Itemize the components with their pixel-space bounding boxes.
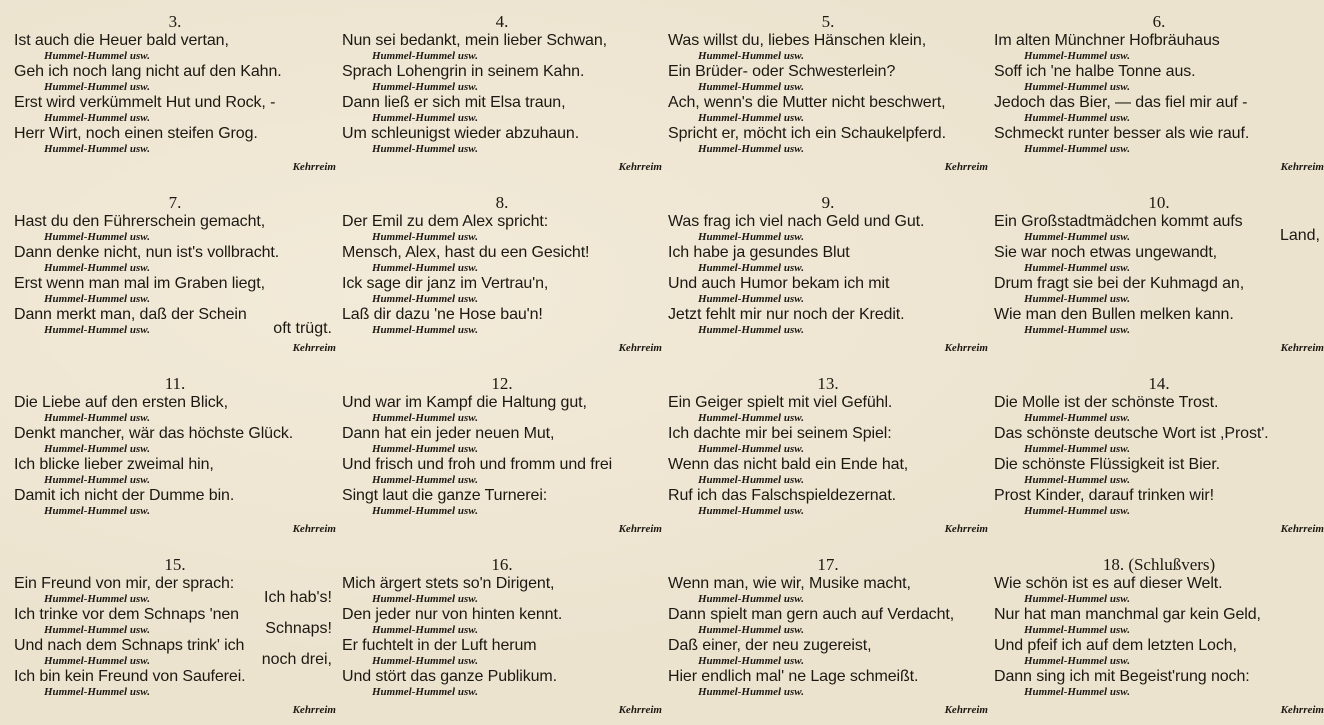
refrain-cue [342,505,662,518]
verse [14,181,336,362]
verse-line: Drum fragt sie bei der Kuhmagd an, [994,275,1245,292]
refrain-cue [668,143,988,156]
line-continuation: Land, [1279,227,1320,244]
refrain-cue [14,293,336,306]
verse-line: Dann merkt man, daß der Schein [14,306,247,323]
refrain-cue [994,474,1324,487]
refrain-cue [994,81,1324,94]
verse-line: Jedoch das Bier, — das fiel mir auf - [994,94,1248,111]
verse-line: Ein Freund von mir, der sprach: [14,575,235,592]
kehrreim-label: Kehrreim [292,704,336,716]
verse-line: Damit ich nicht der Dumme bin. [14,487,235,504]
verse-line: Erst wird verkümmelt Hut und Rock, - [14,94,276,111]
refrain-cue [668,412,988,425]
refrain-text: Hummel-Hummel usw. [372,262,478,274]
refrain-text: Hummel-Hummel usw. [1024,324,1130,336]
refrain-text: Hummel-Hummel usw. [1024,262,1130,274]
refrain-text: Hummel-Hummel usw. [1024,50,1130,62]
refrain-cue [14,262,336,275]
refrain-cue [14,589,336,606]
verse-line: Hier endlich mal' ne Lage schmeißt. [668,668,919,685]
refrain-cue [342,143,662,156]
verse-line: Jetzt fehlt mir nur noch der Kredit. [668,306,905,323]
refrain-cue [994,50,1324,63]
refrain-text: Hummel-Hummel usw. [1024,686,1130,698]
verse [994,362,1324,543]
verse-line: Der Emil zu dem Alex spricht: [342,213,549,230]
refrain-text: Hummel-Hummel usw. [372,474,478,486]
verse [668,181,988,362]
verse-number: 14. [1148,374,1170,393]
refrain-cue [668,112,988,125]
refrain-text: Hummel-Hummel usw. [372,81,478,93]
refrain-cue [668,262,988,275]
refrain-text: Hummel-Hummel usw. [44,324,150,336]
refrain-cue [668,686,988,699]
refrain-cue [994,443,1324,456]
verse-number: 15. [164,555,186,574]
verse-line: Ruf ich das Falschspieldezernat. [668,487,897,504]
verse-column [668,0,988,725]
verse-number: 8. [495,193,509,212]
verse-line: Wenn das nicht bald ein Ende hat, [668,456,909,473]
verse-line: Soff ich 'ne halbe Tonne aus. [994,63,1196,80]
verse-line: Wenn man, wie wir, Musike macht, [668,575,911,592]
kehrreim-label: Kehrreim [618,704,662,716]
refrain-cue [668,293,988,306]
verse-number: 12. [491,374,513,393]
refrain-text: Hummel-Hummel usw. [698,231,804,243]
refrain-text: Hummel-Hummel usw. [1024,231,1130,243]
verse-line: Ich bin kein Freund von Sauferei. [14,668,246,685]
refrain-text: Hummel-Hummel usw. [44,443,150,455]
verse-line: Ein Geiger spielt mit viel Gefühl. [668,394,893,411]
verse [14,543,336,724]
refrain-text: Hummel-Hummel usw. [44,293,150,305]
verse-number: 11. [164,374,186,393]
verse [342,0,662,181]
refrain-text: Hummel-Hummel usw. [44,505,150,517]
refrain-text: Hummel-Hummel usw. [372,505,478,517]
refrain-text: Hummel-Hummel usw. [44,686,150,698]
refrain-text: Hummel-Hummel usw. [44,231,150,243]
line-continuation: noch drei, [261,651,332,668]
refrain-cue [14,505,336,518]
verse-line: Im alten Münchner Hofbräuhaus [994,32,1220,49]
refrain-text: Hummel-Hummel usw. [698,474,804,486]
verse-line: Herr Wirt, noch einen steifen Grog. [14,125,258,142]
refrain-text: Hummel-Hummel usw. [1024,112,1130,124]
refrain-cue [14,143,336,156]
verse-line: Und stört das ganze Publikum. [342,668,557,685]
refrain-cue [342,412,662,425]
refrain-text: Hummel-Hummel usw. [1024,443,1130,455]
refrain-cue [994,143,1324,156]
kehrreim-label: Kehrreim [944,704,988,716]
verse-line: Wie man den Bullen melken kann. [994,306,1234,323]
refrain-cue [342,112,662,125]
verse [14,0,336,181]
refrain-text: Hummel-Hummel usw. [372,143,478,155]
verse-line: Dann ließ er sich mit Elsa traun, [342,94,566,111]
verse-line: Singt laut die ganze Turnerei: [342,487,548,504]
verse-number: 4. [495,12,509,31]
verse-number: 16. [491,555,513,574]
kehrreim-label: Kehrreim [1280,342,1324,354]
refrain-text: Hummel-Hummel usw. [372,443,478,455]
refrain-text: Hummel-Hummel usw. [698,293,804,305]
refrain-cue [668,655,988,668]
verse [994,0,1324,181]
verse-line: Die Liebe auf den ersten Blick, [14,394,228,411]
verse [994,181,1324,362]
refrain-text: Hummel-Hummel usw. [372,624,478,636]
verse-number: 3. [168,12,182,31]
verse-line: Sie war noch etwas ungewandt, [994,244,1218,261]
refrain-text: Hummel-Hummel usw. [44,624,150,636]
refrain-text: Hummel-Hummel usw. [698,143,804,155]
refrain-cue [668,593,988,606]
verse-column [342,0,662,725]
refrain-cue [342,324,662,337]
refrain-cue [14,320,336,337]
refrain-text: Hummel-Hummel usw. [44,593,150,605]
refrain-text: Hummel-Hummel usw. [698,655,804,667]
verse-line: Ich habe ja gesundes Blut [668,244,850,261]
kehrreim-label: Kehrreim [1280,523,1324,535]
verse-line: Mensch, Alex, hast du een Gesicht! [342,244,590,261]
refrain-cue [342,443,662,456]
refrain-cue [994,593,1324,606]
verse-line: Mich ärgert stets so'n Dirigent, [342,575,555,592]
verse-line: Schmeckt runter besser als wie rauf. [994,125,1250,142]
refrain-cue [668,81,988,94]
refrain-cue [14,686,336,699]
refrain-text: Hummel-Hummel usw. [372,593,478,605]
refrain-cue [342,474,662,487]
refrain-text: Hummel-Hummel usw. [44,143,150,155]
refrain-text: Hummel-Hummel usw. [698,624,804,636]
refrain-text: Hummel-Hummel usw. [372,655,478,667]
verse-line: Dann spielt man gern auch auf Verdacht, [668,606,955,623]
verse-line: Ich blicke lieber zweimal hin, [14,456,214,473]
refrain-cue [994,227,1324,244]
verse-line: Dann sing ich mit Begeist'rung noch: [994,668,1250,685]
verse-line: Und pfeif ich auf dem letzten Loch, [994,637,1237,654]
refrain-cue [994,293,1324,306]
refrain-cue [14,474,336,487]
refrain-cue [14,81,336,94]
refrain-text: Hummel-Hummel usw. [698,50,804,62]
refrain-text: Hummel-Hummel usw. [372,293,478,305]
refrain-text: Hummel-Hummel usw. [698,686,804,698]
verse-line: Hast du den Führerschein gemacht, [14,213,266,230]
verse-line: Ein Brüder- oder Schwesterlein? [668,63,896,80]
refrain-cue [668,231,988,244]
verse-line: Geh ich noch lang nicht auf den Kahn. [14,63,282,80]
verse-line: Prost Kinder, darauf trinken wir! [994,487,1214,504]
kehrreim-label: Kehrreim [618,342,662,354]
refrain-cue [342,81,662,94]
verse-line: Er fuchtelt in der Luft herum [342,637,537,654]
refrain-text: Hummel-Hummel usw. [1024,505,1130,517]
line-continuation: Schnaps! [265,620,332,637]
kehrreim-label: Kehrreim [618,161,662,173]
refrain-text: Hummel-Hummel usw. [44,655,150,667]
refrain-text: Hummel-Hummel usw. [1024,624,1130,636]
kehrreim-label: Kehrreim [944,161,988,173]
refrain-text: Hummel-Hummel usw. [44,50,150,62]
verse [342,181,662,362]
refrain-text: Hummel-Hummel usw. [372,412,478,424]
verse-line: Spricht er, möcht ich ein Schaukelpferd. [668,125,946,142]
refrain-cue [994,412,1324,425]
verse-line: Denkt mancher, wär das höchste Glück. [14,425,294,442]
verse-line: Laß dir dazu 'ne Hose bau'n! [342,306,543,323]
refrain-text: Hummel-Hummel usw. [1024,143,1130,155]
verse [342,362,662,543]
refrain-text: Hummel-Hummel usw. [698,112,804,124]
refrain-cue [668,624,988,637]
refrain-cue [14,443,336,456]
refrain-text: Hummel-Hummel usw. [372,324,478,336]
verse-line: Was willst du, liebes Hänschen klein, [668,32,927,49]
refrain-cue [994,624,1324,637]
refrain-cue [342,624,662,637]
refrain-text: Hummel-Hummel usw. [44,474,150,486]
verse-line: Ick sage dir janz im Vertrau'n, [342,275,549,292]
verse-line: Wie schön ist es auf dieser Welt. [994,575,1223,592]
refrain-cue [994,324,1324,337]
verse-number: 13. [817,374,839,393]
refrain-cue [994,655,1324,668]
verse-number: 9. [821,193,835,212]
refrain-cue [342,686,662,699]
verse-line: Daß einer, der neu zugereist, [668,637,872,654]
verse-line: Ich trinke vor dem Schnaps 'nen [14,606,239,623]
kehrreim-label: Kehrreim [944,342,988,354]
refrain-text: Hummel-Hummel usw. [1024,474,1130,486]
verse-number: 10. [1148,193,1170,212]
kehrreim-label: Kehrreim [618,523,662,535]
refrain-text: Hummel-Hummel usw. [698,324,804,336]
verse-column [994,0,1324,725]
refrain-text: Hummel-Hummel usw. [698,81,804,93]
line-continuation: oft trügt. [273,320,332,337]
refrain-text: Hummel-Hummel usw. [44,112,150,124]
refrain-text: Hummel-Hummel usw. [372,112,478,124]
verse-line: Dann hat ein jeder neuen Mut, [342,425,555,442]
verse-line: Den jeder nur von hinten kennt. [342,606,563,623]
verse-column [14,0,336,725]
refrain-cue [342,655,662,668]
verse-line: Das schönste deutsche Wort ist ,Prost'. [994,425,1269,442]
refrain-text: Hummel-Hummel usw. [698,412,804,424]
verse-line: Ich dachte mir bei seinem Spiel: [668,425,892,442]
refrain-cue [668,50,988,63]
refrain-text: Hummel-Hummel usw. [44,262,150,274]
refrain-cue [342,262,662,275]
refrain-cue [994,262,1324,275]
kehrreim-label: Kehrreim [292,161,336,173]
verse-line: Nur hat man manchmal gar kein Geld, [994,606,1261,623]
verse-line: Die schönste Flüssigkeit ist Bier. [994,456,1221,473]
verse [668,362,988,543]
refrain-text: Hummel-Hummel usw. [1024,412,1130,424]
verse-line: Nun sei bedankt, mein lieber Schwan, [342,32,607,49]
kehrreim-label: Kehrreim [944,523,988,535]
verse [668,543,988,724]
refrain-cue [342,231,662,244]
refrain-text: Hummel-Hummel usw. [698,593,804,605]
refrain-cue [14,412,336,425]
refrain-text: Hummel-Hummel usw. [1024,593,1130,605]
refrain-cue [14,231,336,244]
verse-line: Ist auch die Heuer bald vertan, [14,32,229,49]
verse-line: Dann denke nicht, nun ist's vollbracht. [14,244,280,261]
refrain-text: Hummel-Hummel usw. [372,50,478,62]
refrain-text: Hummel-Hummel usw. [698,505,804,517]
verse-line: Ach, wenn's die Mutter nicht beschwert, [668,94,946,111]
verse-number: 18. (Schlußvers) [1102,555,1216,574]
refrain-cue [668,505,988,518]
verse [14,362,336,543]
kehrreim-label: Kehrreim [1280,704,1324,716]
verse-number: 17. [817,555,839,574]
verse-line: Und nach dem Schnaps trink' ich [14,637,245,654]
refrain-cue [668,443,988,456]
verse-number: 5. [821,12,835,31]
kehrreim-label: Kehrreim [1280,161,1324,173]
verse-number: 6. [1152,12,1166,31]
refrain-cue [668,474,988,487]
verse-line: Ein Großstadtmädchen kommt aufs [994,213,1243,230]
verse-line: Und war im Kampf die Haltung gut, [342,394,587,411]
verse-line: Sprach Lohengrin in seinem Kahn. [342,63,585,80]
refrain-text: Hummel-Hummel usw. [1024,293,1130,305]
refrain-text: Hummel-Hummel usw. [1024,81,1130,93]
verse-line: Erst wenn man mal im Graben liegt, [14,275,265,292]
refrain-cue [994,112,1324,125]
refrain-cue [342,593,662,606]
refrain-cue [14,112,336,125]
refrain-cue [342,50,662,63]
verse-number: 7. [168,193,182,212]
kehrreim-label: Kehrreim [292,523,336,535]
verse [342,543,662,724]
verse-line: Und auch Humor bekam ich mit [668,275,890,292]
refrain-cue [994,505,1324,518]
verse-line: Und frisch und froh und fromm und frei [342,456,613,473]
refrain-cue [14,50,336,63]
refrain-cue [342,293,662,306]
verse [668,0,988,181]
refrain-text: Hummel-Hummel usw. [44,412,150,424]
kehrreim-label: Kehrreim [292,342,336,354]
refrain-text: Hummel-Hummel usw. [372,231,478,243]
verse-line: Die Molle ist der schönste Trost. [994,394,1219,411]
refrain-cue [14,620,336,637]
line-continuation: Ich hab's! [264,589,332,606]
refrain-text: Hummel-Hummel usw. [372,686,478,698]
refrain-text: Hummel-Hummel usw. [44,81,150,93]
verse [994,543,1324,724]
verse-line: Um schleunigst wieder abzuhaun. [342,125,580,142]
refrain-text: Hummel-Hummel usw. [698,443,804,455]
verse-line: Was frag ich viel nach Geld und Gut. [668,213,925,230]
refrain-cue [14,651,336,668]
refrain-cue [668,324,988,337]
refrain-text: Hummel-Hummel usw. [698,262,804,274]
refrain-text: Hummel-Hummel usw. [1024,655,1130,667]
refrain-cue [994,686,1324,699]
